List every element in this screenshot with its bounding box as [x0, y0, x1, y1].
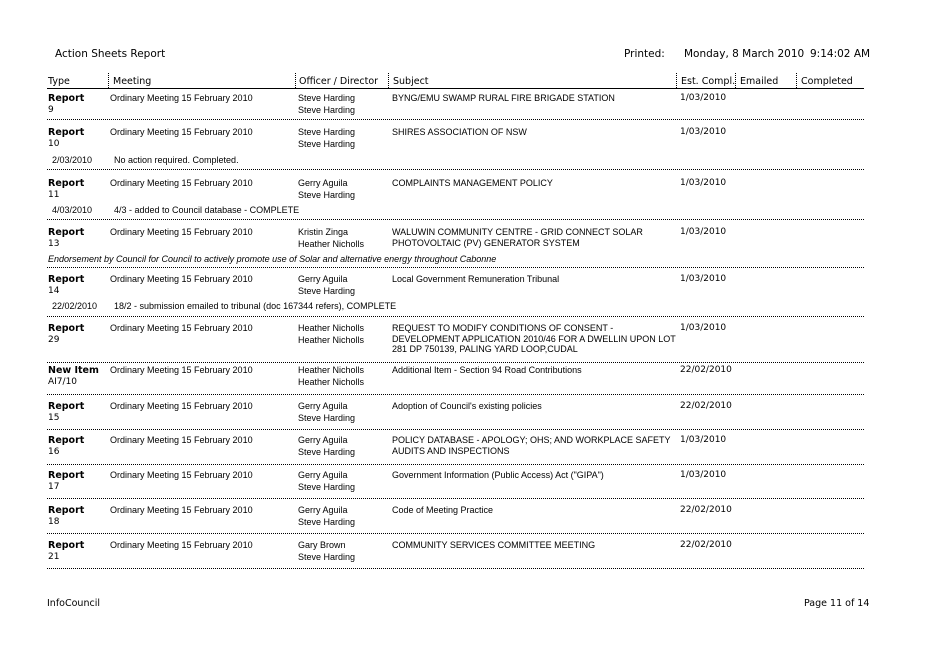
- record-number: 18: [48, 517, 60, 527]
- record-meeting: Ordinary Meeting 15 February 2010: [110, 540, 253, 550]
- record-est-compl: 1/03/2010: [680, 178, 727, 188]
- record-est-compl: 1/03/2010: [680, 274, 727, 284]
- note-date: 22/02/2010: [52, 301, 98, 311]
- record-officer: Gerry Aguila: [298, 435, 348, 445]
- footer-page-number: Page 11 of 14: [804, 598, 870, 609]
- row-divider: [47, 119, 864, 120]
- footer-app-name: InfoCouncil: [47, 598, 100, 609]
- record-type: Report: [48, 274, 85, 285]
- note-text: 18/2 - submission emailed to tribunal (doc 167344 refers), COMPLETE: [114, 301, 397, 311]
- record-meeting: Ordinary Meeting 15 February 2010: [110, 227, 253, 237]
- record-officer: Heather Nicholls: [298, 323, 365, 333]
- record-subject: Adoption of Council's existing policies: [392, 401, 542, 411]
- record-est-compl: 22/02/2010: [680, 540, 732, 550]
- row-divider: [47, 169, 864, 170]
- record-type: Report: [48, 401, 85, 412]
- row-divider: [47, 533, 864, 534]
- record-meeting: Ordinary Meeting 15 February 2010: [110, 470, 253, 480]
- record-number: 11: [48, 190, 60, 200]
- record-est-compl: 1/03/2010: [680, 435, 727, 445]
- record-est-compl: 22/02/2010: [680, 365, 732, 375]
- record-est-compl: 1/03/2010: [680, 93, 727, 103]
- record-meeting: Ordinary Meeting 15 February 2010: [110, 435, 253, 445]
- record-subject: REQUEST TO MODIFY CONDITIONS OF CONSENT - DEVELOPMENT APPLICATION 2010/46 FOR A DWELLIN UPON LOT 281 DP 750139, PALING YARD LOOP,CUDAL: [392, 323, 676, 354]
- record-director: Steve Harding: [298, 552, 356, 562]
- record-officer: Steve Harding: [298, 93, 356, 103]
- record-officer: Gary Brown: [298, 540, 346, 550]
- record-subject: WALUWIN COMMUNITY CENTRE - GRID CONNECT SOLAR PHOTOVOLTAIC (PV) GENERATOR SYSTEM: [392, 227, 643, 248]
- record-director: Steve Harding: [298, 190, 356, 200]
- record-number: 9: [48, 105, 54, 115]
- record-subject: Additional Item - Section 94 Road Contributions: [392, 365, 582, 375]
- record-type: Report: [48, 227, 85, 238]
- record-director: Steve Harding: [298, 447, 356, 457]
- record-director: Steve Harding: [298, 286, 356, 296]
- record-officer: Heather Nicholls: [298, 365, 365, 375]
- record-type: New Item: [48, 365, 99, 376]
- row-divider: [47, 316, 864, 317]
- record-subject: POLICY DATABASE - APOLOGY; OHS; AND WORKPLACE SAFETY AUDITS AND INSPECTIONS: [392, 435, 671, 456]
- report-title: Action Sheets Report: [55, 48, 166, 60]
- record-number: 10: [48, 139, 60, 149]
- col-type: Type: [48, 76, 70, 87]
- record-number: 14: [48, 286, 60, 296]
- record-meeting: Ordinary Meeting 15 February 2010: [110, 127, 253, 137]
- record-number: 16: [48, 447, 60, 457]
- record-est-compl: 1/03/2010: [680, 227, 727, 237]
- record-subject: Code of Meeting Practice: [392, 505, 494, 515]
- col-subject: Subject: [393, 76, 429, 87]
- record-meeting: Ordinary Meeting 15 February 2010: [110, 178, 253, 188]
- record-director: Heather Nicholls: [298, 335, 365, 345]
- row-divider: [47, 498, 864, 499]
- record-officer: Kristin Zinga: [298, 227, 349, 237]
- record-officer: Gerry Aguila: [298, 178, 348, 188]
- record-meeting: Ordinary Meeting 15 February 2010: [110, 365, 253, 375]
- row-divider: [47, 267, 864, 268]
- record-number: 15: [48, 413, 60, 423]
- record-number: 21: [48, 552, 60, 562]
- col-emailed: Emailed: [740, 76, 779, 87]
- record-director: Steve Harding: [298, 517, 356, 527]
- record-type: Report: [48, 435, 85, 446]
- record-type: Report: [48, 178, 85, 189]
- record-subject: COMPLAINTS MANAGEMENT POLICY: [392, 178, 553, 188]
- row-divider: [47, 394, 864, 395]
- record-subject: Government Information (Public Access) Act ("GIPA"): [392, 470, 604, 480]
- record-type: Report: [48, 323, 85, 334]
- record-est-compl: 1/03/2010: [680, 127, 727, 137]
- record-subject: SHIRES ASSOCIATION OF NSW: [392, 127, 527, 137]
- printed-date: Monday, 8 March 2010: [684, 48, 805, 60]
- record-subject: BYNG/EMU SWAMP RURAL FIRE BRIGADE STATION: [392, 93, 615, 103]
- row-divider: [47, 429, 864, 430]
- row-divider: [47, 219, 864, 220]
- note-date: 4/03/2010: [52, 205, 93, 215]
- printed-time: 9:14:02 AM: [810, 48, 871, 60]
- record-number: 29: [48, 335, 60, 345]
- record-est-compl: 1/03/2010: [680, 323, 727, 333]
- record-number: 17: [48, 482, 60, 492]
- record-officer: Gerry Aguila: [298, 274, 348, 284]
- record-number: 13: [48, 239, 60, 249]
- row-divider: [47, 362, 864, 363]
- note-text: No action required. Completed.: [114, 155, 239, 165]
- record-number: AI7/10: [48, 377, 78, 387]
- col-officer-director: Officer / Director: [299, 76, 379, 87]
- note-date: 2/03/2010: [52, 155, 93, 165]
- col-completed: Completed: [801, 76, 853, 87]
- record-officer: Gerry Aguila: [298, 401, 348, 411]
- record-officer: Gerry Aguila: [298, 505, 348, 515]
- header-rule: [47, 88, 864, 89]
- record-director: Heather Nicholls: [298, 239, 365, 249]
- record-meeting: Ordinary Meeting 15 February 2010: [110, 401, 253, 411]
- record-est-compl: 22/02/2010: [680, 401, 732, 411]
- record-officer: Gerry Aguila: [298, 470, 348, 480]
- printed-label: Printed:: [624, 48, 665, 60]
- col-meeting: Meeting: [113, 76, 152, 87]
- record-est-compl: 22/02/2010: [680, 505, 732, 515]
- record-type: Report: [48, 540, 85, 551]
- record-subject: COMMUNITY SERVICES COMMITTEE MEETING: [392, 540, 596, 550]
- record-director: Heather Nicholls: [298, 377, 365, 387]
- record-subject: Local Government Remuneration Tribunal: [392, 274, 560, 284]
- record-type: Report: [48, 505, 85, 516]
- record-type: Report: [48, 93, 85, 104]
- record-director: Steve Harding: [298, 105, 356, 115]
- record-director: Steve Harding: [298, 139, 356, 149]
- note-resolution: Endorsement by Council for Council to actively promote use of Solar and alternative energy throughout Cabonne: [48, 254, 497, 264]
- record-est-compl: 1/03/2010: [680, 470, 727, 480]
- record-meeting: Ordinary Meeting 15 February 2010: [110, 505, 253, 515]
- record-director: Steve Harding: [298, 413, 356, 423]
- record-meeting: Ordinary Meeting 15 February 2010: [110, 93, 253, 103]
- record-meeting: Ordinary Meeting 15 February 2010: [110, 274, 253, 284]
- row-divider: [47, 568, 864, 569]
- row-divider: [47, 464, 864, 465]
- record-director: Steve Harding: [298, 482, 356, 492]
- record-officer: Steve Harding: [298, 127, 356, 137]
- record-type: Report: [48, 470, 85, 481]
- note-text: 4/3 - added to Council database - COMPLETE: [114, 205, 300, 215]
- record-meeting: Ordinary Meeting 15 February 2010: [110, 323, 253, 333]
- record-type: Report: [48, 127, 85, 138]
- col-est-compl: Est. Compl.: [681, 76, 736, 87]
